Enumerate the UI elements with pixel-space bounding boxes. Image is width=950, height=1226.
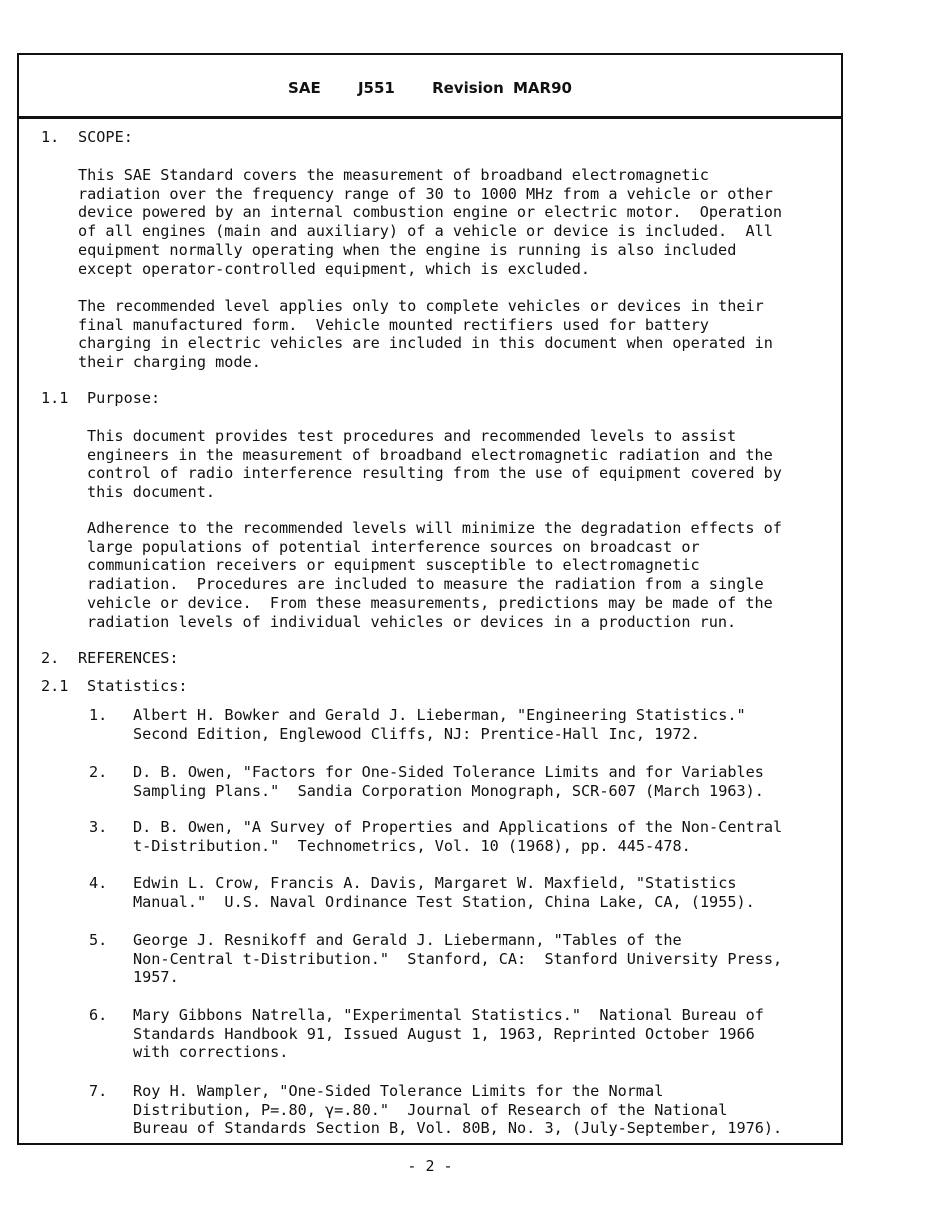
reference-text: Mary Gibbons Natrella, "Experimental Statistics." National Bureau of Standards Handbook 91, Issued August 1, 1963, Reprinted October 1966 with corrections. — [133, 1006, 764, 1062]
header-doc-id: J551 — [357, 79, 395, 97]
reference-number: 1. — [89, 706, 108, 724]
purpose-paragraph: Adherence to the recommended levels will minimize the degradation effects of large populations of potential interference sources on broadcast or communication receivers or equipment susceptible to electromagnetic radiation. Procedures are included to measure the radiation from a single vehicle or device. From these measurements, predictions may be made of the radiation levels of individual vehicles or devices in a production run. — [87, 519, 782, 631]
reference-number: 5. — [89, 931, 108, 949]
header-org: SAE — [288, 79, 321, 97]
section-number: 2.1 — [41, 677, 69, 695]
reference-text: Roy H. Wampler, "One-Sided Tolerance Limits for the Normal Distribution, P=.80, γ=.80." Journal of Research of the National Bureau of Standards Section B, Vol. 80B, No. 3, (July-September, 1976). — [133, 1082, 783, 1138]
section-title: Statistics: — [87, 677, 188, 695]
reference-number: 2. — [89, 763, 108, 781]
section-title: SCOPE: — [78, 128, 133, 146]
scope-paragraph: This SAE Standard covers the measurement of broadband electromagnetic radiation over the frequency range of 30 to 1000 MHz from a vehicle or other device powered by an internal combustion engine or electric motor. Operation of all engines (main and auxiliary) of a vehicle or device is included. All equipment normally operating when the engine is running is also included except operator-controlled equipment, which is excluded. — [78, 166, 783, 278]
reference-text: Albert H. Bowker and Gerald J. Lieberman, "Engineering Statistics." Second Edition, Englewood Cliffs, NJ: Prentice-Hall Inc, 1972. — [133, 706, 746, 743]
page-number: - 2 - — [407, 1157, 453, 1175]
reference-text: D. B. Owen, "A Survey of Properties and Applications of the Non-Central t-Distribution." Technometrics, Vol. 10 (1968), pp. 445-478. — [133, 818, 783, 855]
reference-text: Edwin L. Crow, Francis A. Davis, Margaret W. Maxfield, "Statistics Manual." U.S. Naval Ordinance Test Station, China Lake, CA, (1955). — [133, 874, 755, 911]
reference-number: 7. — [89, 1082, 108, 1100]
section-title: Purpose: — [87, 389, 161, 407]
section-title: REFERENCES: — [78, 649, 179, 667]
reference-number: 4. — [89, 874, 108, 892]
section-number: 2. — [41, 649, 60, 667]
reference-number: 3. — [89, 818, 108, 836]
section-number: 1.1 — [41, 389, 69, 407]
section-number: 1. — [41, 128, 60, 146]
reference-text: George J. Resnikoff and Gerald J. Liebermann, "Tables of the Non-Central t-Distribution." Stanford, CA: Stanford University Press, 1957. — [133, 931, 783, 987]
reference-text: D. B. Owen, "Factors for One-Sided Tolerance Limits and for Variables Sampling Plans." Sandia Corporation Monograph, SCR-607 (March 1963). — [133, 763, 764, 800]
scope-paragraph: The recommended level applies only to complete vehicles or devices in their final manufactured form. Vehicle mounted rectifiers used for battery charging in electric vehicles are included in this document when operated in their charging mode. — [78, 297, 773, 372]
purpose-paragraph: This document provides test procedures and recommended levels to assist engineers in the measurement of broadband electromagnetic radiation and the control of radio interference resulting from the use of equipment covered by this document. — [87, 427, 782, 502]
reference-number: 6. — [89, 1006, 108, 1024]
header-revision: Revision MAR90 — [432, 79, 572, 97]
